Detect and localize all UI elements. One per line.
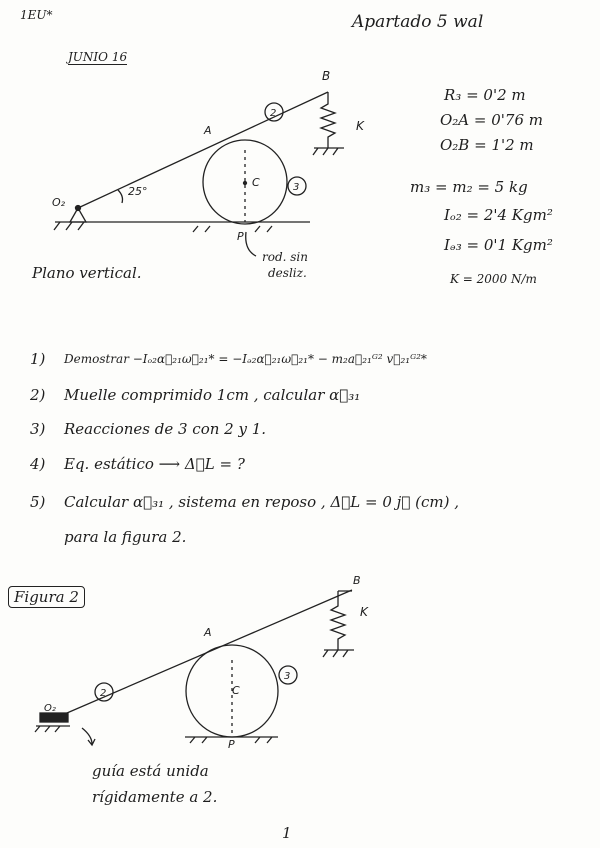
question-5-text: Calcular α⃗₃₁ , sistema en reposo , Δ⃗L = 0 j⃗ (cm) , xyxy=(64,493,459,511)
exam-date: JUNIO 16 xyxy=(68,50,128,64)
slider-ground xyxy=(35,726,70,732)
guide-arrow xyxy=(82,728,95,745)
label-k-2: K xyxy=(360,605,368,619)
data-o2a: O₂A = 0'76 m xyxy=(440,111,543,129)
spring-k-2 xyxy=(331,591,352,650)
label-p-1: P xyxy=(237,230,244,243)
corner-note: 1EU* xyxy=(20,8,53,22)
question-2-text: Muelle comprimido 1cm , calcular α⃗₃₁ xyxy=(64,386,361,404)
question-4-num: 4) xyxy=(30,455,46,473)
guide-note-2: rígidamente a 2. xyxy=(92,788,218,806)
label-body2-2: 2 xyxy=(100,688,107,699)
question-3-text: Reacciones de 3 con 2 y 1. xyxy=(64,420,267,438)
apartado-heading: Apartado 5 wal xyxy=(352,12,484,32)
data-o2b: O₂B = 1'2 m xyxy=(440,136,534,154)
label-body3-2: 3 xyxy=(284,671,291,682)
data-io2: Iₒ₂ = 2'4 Kgm² xyxy=(444,206,553,224)
label-o2-1: O₂ xyxy=(52,196,66,209)
plane-note: Plano vertical. xyxy=(32,264,142,282)
label-p-2: P xyxy=(228,738,235,751)
label-k-1: K xyxy=(356,119,364,133)
label-o2-2: O₂ xyxy=(44,703,56,714)
question-1-text: Demostrar −Iₒ₂α⃗₂₁ω⃗₂₁* = −Iₔ₂α⃗₂₁ω⃗₂₁* − m₂a⃗₂₁ᴳ² v⃗₂₁ᴳ²* xyxy=(64,352,427,366)
figure-2-title: Figura 2 xyxy=(8,586,85,608)
question-5-num: 5) xyxy=(30,493,46,511)
question-4-text: Eq. estático ⟶ Δ⃗L = ? xyxy=(64,455,245,473)
note-rolling-1: rod. sin xyxy=(262,250,308,264)
question-2-num: 2) xyxy=(30,386,46,404)
data-ic3: Iₔ₃ = 0'1 Kgm² xyxy=(444,236,553,254)
label-a-2: A xyxy=(204,626,212,639)
data-k: K = 2000 N/m xyxy=(450,272,537,286)
label-a-1: A xyxy=(204,124,212,137)
question-5-cont: para la figura 2. xyxy=(64,528,187,546)
spring-ground-2 xyxy=(323,650,354,657)
page-number: 1 xyxy=(282,824,292,842)
question-3-num: 3) xyxy=(30,420,46,438)
label-body3-1: 3 xyxy=(293,182,300,193)
label-b-2: B xyxy=(353,574,361,587)
data-r3: R₃ = 0'2 m xyxy=(444,86,526,104)
label-c-1: C xyxy=(252,176,260,189)
note-rolling-2: desliz. xyxy=(268,266,307,280)
label-b-1: B xyxy=(322,69,331,83)
label-c-2: C xyxy=(232,684,240,697)
label-body2-1: 2 xyxy=(270,108,277,119)
guide-note-1: guía está unida xyxy=(92,762,209,780)
data-masses: m₃ = m₂ = 5 kg xyxy=(410,178,528,196)
label-angle: 25° xyxy=(128,185,148,198)
question-1-num: 1) xyxy=(30,350,46,368)
